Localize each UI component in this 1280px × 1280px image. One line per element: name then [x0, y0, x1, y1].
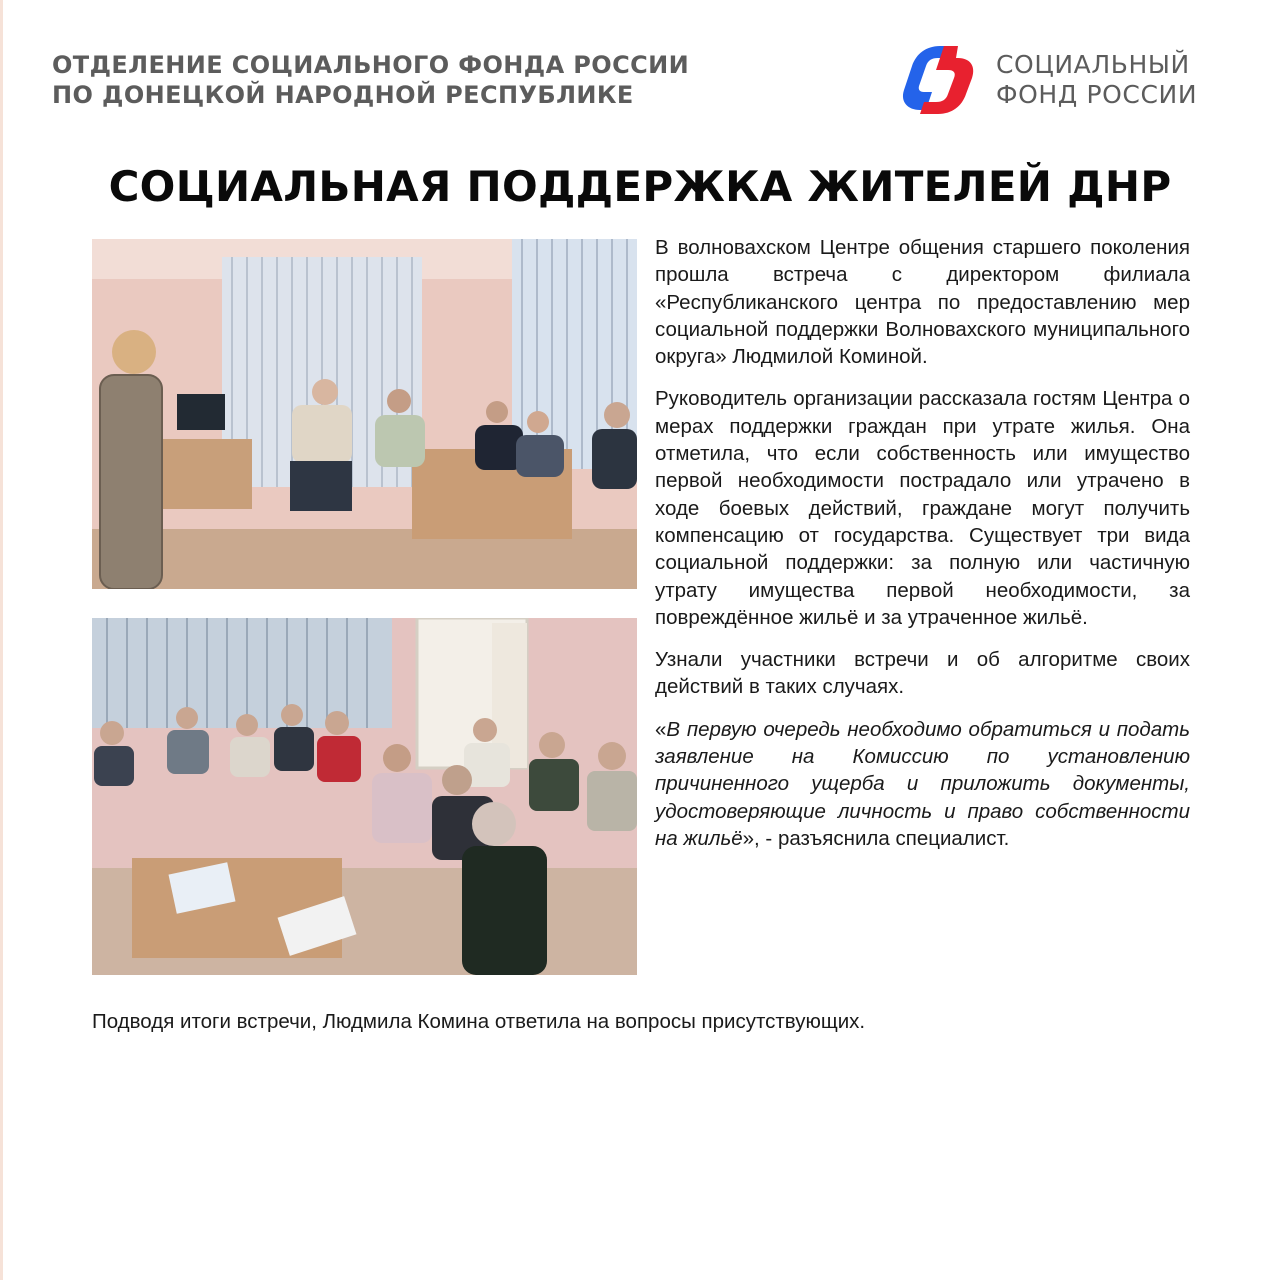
- quote-open-mark: «: [655, 717, 667, 741]
- article-body: [655, 234, 1190, 852]
- quote-attribution: », - разъяснила специалист.: [742, 826, 1010, 850]
- summary-text: Подводя итоги встречи, Людмила Комина ответила на вопросы присутствующих.: [92, 1010, 866, 1033]
- brand-line-2: ФОНД РОССИИ: [996, 80, 1198, 109]
- brand-line-1: СОЦИАЛЬНЫЙ: [996, 50, 1190, 79]
- article-paragraph-3: Узнали участники встречи и об алгоритме своих действий в таких случаях.: [655, 648, 1190, 699]
- org-line-2: ПО ДОНЕЦКОЙ НАРОДНОЙ РЕСПУБЛИКЕ: [52, 81, 634, 109]
- sfr-logo-icon: [896, 40, 986, 116]
- meeting-photo-speaker: [92, 239, 637, 589]
- meeting-photo-audience: [92, 618, 637, 975]
- brand-name: [996, 50, 1197, 110]
- org-line-1: ОТДЕЛЕНИЕ СОЦИАЛЬНОГО ФОНДА РОССИИ: [52, 51, 690, 79]
- page-title: СОЦИАЛЬНАЯ ПОДДЕРЖКА ЖИТЕЛЕЙ ДНР: [108, 162, 1172, 211]
- article-paragraph-1: В волновахском Центре общения старшего поколения прошла встреча с директором филиала «Республиканского центра по предоставлению мер социальной поддержки Волновахского муниципального округа» Людмилой Коминой.: [655, 236, 1190, 369]
- organization-name: [52, 50, 732, 110]
- article-quote: [655, 716, 1190, 852]
- quote-text: В первую очередь необходимо обратиться и подать заявление на Комиссию по установлению причиненного ущерба и приложить документы, удостоверяющие личность и право собственности на жильё: [655, 717, 1190, 850]
- article-paragraph-2: Руководитель организации рассказала гостям Центра о мерах поддержки граждан при утрате жилья. Она отметила, что если собственность или имущество первой необходимости пострадало или утрачено в ходе боевых действий, граждане могут получить компенсацию от государства. Существует три вида социальной поддержки: за полную или частичную утрату имущества первой необходимости, за повреждённое жильё и за утраченное жильё.: [655, 387, 1190, 629]
